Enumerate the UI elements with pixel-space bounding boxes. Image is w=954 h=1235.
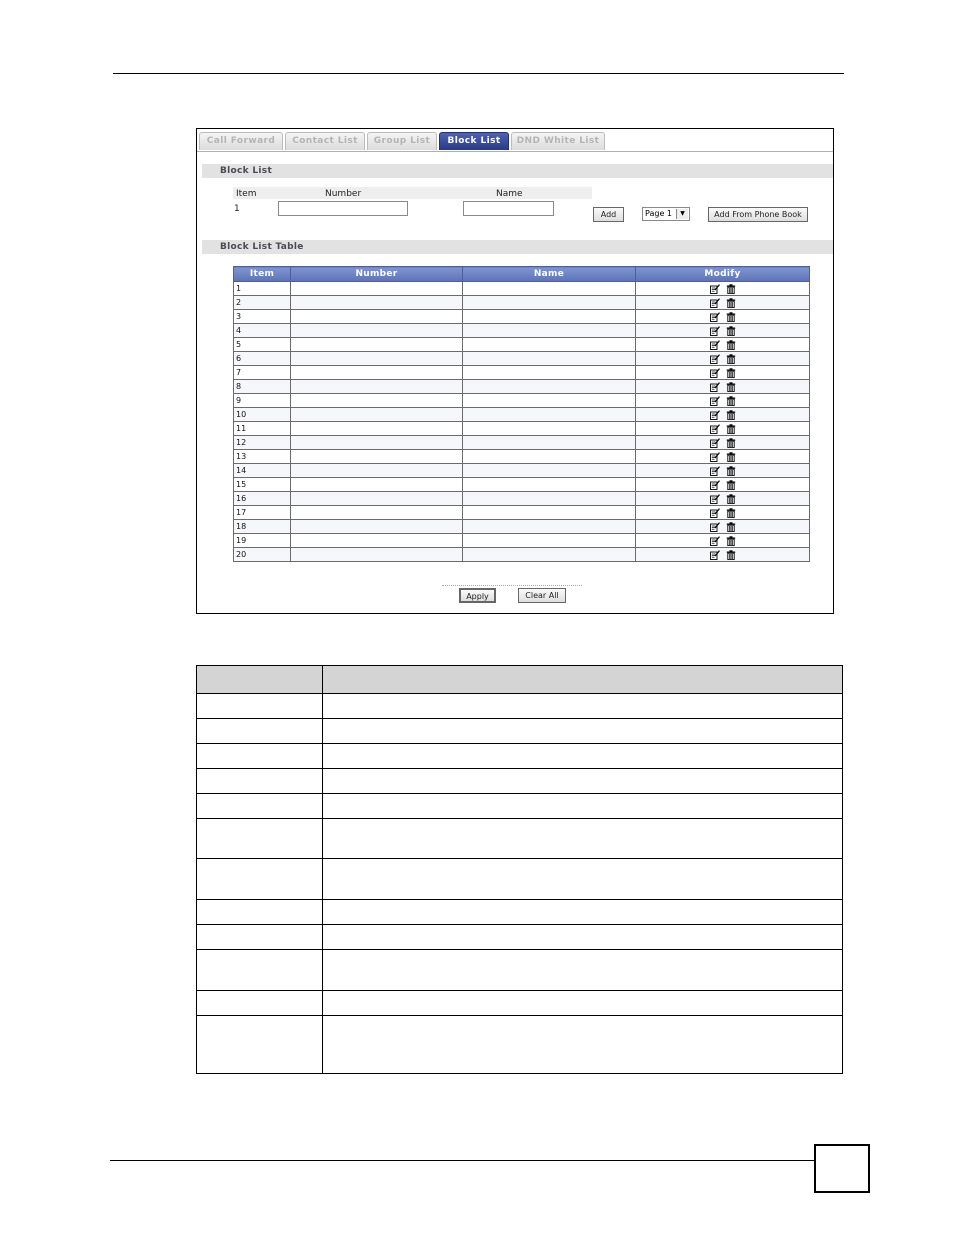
trash-icon[interactable] — [726, 284, 736, 294]
desc-cell — [197, 900, 323, 925]
row-item: 1 — [234, 282, 291, 296]
row-modify — [636, 394, 810, 408]
edit-icon[interactable] — [710, 466, 720, 476]
table-row — [234, 394, 810, 408]
trash-icon[interactable] — [726, 312, 736, 322]
trash-icon[interactable] — [726, 536, 736, 546]
trash-icon[interactable] — [726, 550, 736, 560]
chevron-down-icon: ▼ — [676, 209, 688, 219]
description-header-row — [197, 666, 843, 694]
row-item: 10 — [234, 408, 291, 422]
entry-col-item: Item — [236, 189, 257, 199]
row-number — [291, 310, 463, 324]
name-input[interactable] — [463, 201, 554, 216]
trash-icon[interactable] — [726, 354, 736, 364]
header-modify: Modify — [636, 267, 810, 282]
trash-icon[interactable] — [726, 298, 736, 308]
desc-cell — [197, 719, 323, 744]
table-row — [197, 744, 843, 769]
row-number — [291, 492, 463, 506]
desc-cell — [323, 694, 843, 719]
row-name — [463, 422, 636, 436]
row-number — [291, 450, 463, 464]
table-row — [234, 436, 810, 450]
row-modify — [636, 548, 810, 562]
row-modify — [636, 478, 810, 492]
row-number — [291, 422, 463, 436]
edit-icon[interactable] — [710, 410, 720, 420]
row-name — [463, 506, 636, 520]
row-name — [463, 394, 636, 408]
desc-cell — [323, 900, 843, 925]
row-item: 5 — [234, 338, 291, 352]
add-from-phone-book-button[interactable]: Add From Phone Book — [708, 207, 808, 222]
row-name — [463, 464, 636, 478]
table-row — [234, 478, 810, 492]
edit-icon[interactable] — [710, 494, 720, 504]
edit-icon[interactable] — [710, 522, 720, 532]
block-list-section-title: Block List — [202, 164, 833, 178]
desc-cell — [197, 819, 323, 859]
row-number — [291, 282, 463, 296]
edit-icon[interactable] — [710, 508, 720, 518]
table-row — [197, 991, 843, 1016]
block-list-table-section-title: Block List Table — [202, 240, 833, 254]
entry-header-strip — [233, 187, 592, 199]
table-row — [234, 464, 810, 478]
desc-cell — [197, 694, 323, 719]
tab-bar — [197, 129, 833, 152]
edit-icon[interactable] — [710, 284, 720, 294]
row-item: 14 — [234, 464, 291, 478]
row-name — [463, 310, 636, 324]
row-modify — [636, 492, 810, 506]
row-modify — [636, 324, 810, 338]
row-name — [463, 408, 636, 422]
row-item: 9 — [234, 394, 291, 408]
edit-icon[interactable] — [710, 536, 720, 546]
header-name: Name — [463, 267, 636, 282]
desc-cell — [197, 859, 323, 900]
number-input[interactable] — [278, 201, 408, 216]
desc-cell — [323, 744, 843, 769]
clear-all-button[interactable]: Clear All — [518, 588, 566, 603]
row-name — [463, 282, 636, 296]
desc-cell — [323, 991, 843, 1016]
table-row — [234, 366, 810, 380]
table-row — [234, 492, 810, 506]
table-row — [234, 450, 810, 464]
row-number — [291, 366, 463, 380]
row-modify — [636, 450, 810, 464]
table-row — [234, 380, 810, 394]
row-name — [463, 534, 636, 548]
row-item: 20 — [234, 548, 291, 562]
trash-icon[interactable] — [726, 396, 736, 406]
edit-icon[interactable] — [710, 326, 720, 336]
tab-block-list[interactable]: Block List — [439, 132, 509, 150]
row-name — [463, 520, 636, 534]
row-number — [291, 408, 463, 422]
row-name — [463, 492, 636, 506]
entry-col-number: Number — [325, 189, 362, 199]
row-modify — [636, 408, 810, 422]
tab-dnd-white-list[interactable]: DND White List — [511, 132, 605, 150]
desc-cell — [323, 769, 843, 794]
row-item: 2 — [234, 296, 291, 310]
row-modify — [636, 534, 810, 548]
row-name — [463, 380, 636, 394]
table-row — [234, 324, 810, 338]
trash-icon[interactable] — [726, 326, 736, 336]
row-item: 8 — [234, 380, 291, 394]
trash-icon[interactable] — [726, 508, 736, 518]
row-modify — [636, 296, 810, 310]
tab-contact-list[interactable]: Contact List — [285, 132, 365, 150]
table-row — [197, 950, 843, 991]
row-number — [291, 436, 463, 450]
table-row — [234, 408, 810, 422]
row-item: 4 — [234, 324, 291, 338]
trash-icon[interactable] — [726, 410, 736, 420]
edit-icon[interactable] — [710, 382, 720, 392]
table-row — [197, 859, 843, 900]
row-modify — [636, 422, 810, 436]
table-body — [234, 282, 810, 562]
desc-cell — [197, 950, 323, 991]
button-divider — [442, 585, 582, 586]
row-name — [463, 296, 636, 310]
page-select-value: Page 1 — [645, 209, 672, 218]
header-item: Item — [234, 267, 291, 282]
edit-icon[interactable] — [710, 368, 720, 378]
desc-cell — [323, 1016, 843, 1074]
table-row — [197, 794, 843, 819]
tab-group-list[interactable]: Group List — [367, 132, 437, 150]
description-table — [196, 665, 843, 1074]
row-modify — [636, 352, 810, 366]
desc-cell — [323, 819, 843, 859]
row-name — [463, 436, 636, 450]
row-item: 6 — [234, 352, 291, 366]
trash-icon[interactable] — [726, 340, 736, 350]
row-name — [463, 338, 636, 352]
row-name — [463, 366, 636, 380]
trash-icon[interactable] — [726, 466, 736, 476]
edit-icon[interactable] — [710, 424, 720, 434]
trash-icon[interactable] — [726, 494, 736, 504]
row-name — [463, 352, 636, 366]
row-item: 16 — [234, 492, 291, 506]
table-row — [234, 282, 810, 296]
row-modify — [636, 338, 810, 352]
row-number — [291, 352, 463, 366]
edit-icon[interactable] — [710, 438, 720, 448]
trash-icon[interactable] — [726, 438, 736, 448]
table-row — [234, 352, 810, 366]
row-number — [291, 296, 463, 310]
desc-cell — [323, 859, 843, 900]
edit-icon[interactable] — [710, 354, 720, 364]
row-name — [463, 324, 636, 338]
trash-icon[interactable] — [726, 480, 736, 490]
table-row — [197, 925, 843, 950]
row-modify — [636, 380, 810, 394]
row-modify — [636, 366, 810, 380]
table-row — [197, 694, 843, 719]
desc-cell — [197, 794, 323, 819]
edit-icon[interactable] — [710, 452, 720, 462]
row-modify — [636, 520, 810, 534]
row-number — [291, 548, 463, 562]
row-modify — [636, 310, 810, 324]
table-row — [197, 1016, 843, 1074]
entry-row-item: 1 — [234, 204, 240, 214]
row-item: 7 — [234, 366, 291, 380]
row-item: 15 — [234, 478, 291, 492]
edit-icon[interactable] — [710, 480, 720, 490]
block-list-screenshot — [196, 128, 834, 614]
row-item: 3 — [234, 310, 291, 324]
add-button[interactable]: Add — [593, 207, 624, 222]
page-select[interactable] — [642, 207, 690, 221]
footer-rule — [110, 1160, 815, 1161]
row-item: 17 — [234, 506, 291, 520]
row-number — [291, 478, 463, 492]
edit-icon[interactable] — [710, 550, 720, 560]
edit-icon[interactable] — [710, 312, 720, 322]
table-row — [197, 900, 843, 925]
row-number — [291, 534, 463, 548]
row-number — [291, 520, 463, 534]
row-number — [291, 506, 463, 520]
desc-cell — [197, 991, 323, 1016]
row-number — [291, 394, 463, 408]
row-item: 12 — [234, 436, 291, 450]
desc-cell — [197, 769, 323, 794]
row-modify — [636, 282, 810, 296]
row-modify — [636, 506, 810, 520]
trash-icon[interactable] — [726, 522, 736, 532]
row-number — [291, 338, 463, 352]
edit-icon[interactable] — [710, 298, 720, 308]
row-name — [463, 478, 636, 492]
row-number — [291, 464, 463, 478]
table-row — [234, 520, 810, 534]
desc-cell — [323, 794, 843, 819]
row-item: 13 — [234, 450, 291, 464]
row-name — [463, 450, 636, 464]
apply-button[interactable]: Apply — [459, 588, 496, 603]
table-row — [234, 338, 810, 352]
table-row — [234, 296, 810, 310]
row-modify — [636, 464, 810, 478]
block-list-table — [233, 266, 810, 562]
table-row — [234, 506, 810, 520]
table-row — [197, 819, 843, 859]
desc-cell — [197, 925, 323, 950]
desc-header-cell — [323, 666, 843, 694]
desc-cell — [323, 950, 843, 991]
desc-cell — [197, 744, 323, 769]
row-item: 11 — [234, 422, 291, 436]
desc-header-cell — [197, 666, 323, 694]
edit-icon[interactable] — [710, 396, 720, 406]
table-row — [197, 719, 843, 744]
tab-call-forward[interactable]: Call Forward — [199, 132, 283, 150]
header-rule — [113, 73, 844, 74]
trash-icon[interactable] — [726, 452, 736, 462]
trash-icon[interactable] — [726, 382, 736, 392]
row-item: 19 — [234, 534, 291, 548]
desc-cell — [323, 925, 843, 950]
trash-icon[interactable] — [726, 424, 736, 434]
table-row — [197, 769, 843, 794]
desc-cell — [323, 719, 843, 744]
header-number: Number — [291, 267, 463, 282]
trash-icon[interactable] — [726, 368, 736, 378]
row-item: 18 — [234, 520, 291, 534]
row-modify — [636, 436, 810, 450]
table-row — [234, 310, 810, 324]
table-row — [234, 548, 810, 562]
table-row — [234, 422, 810, 436]
table-row — [234, 534, 810, 548]
row-number — [291, 324, 463, 338]
table-header-row — [234, 267, 810, 282]
page-number-box — [814, 1144, 870, 1193]
edit-icon[interactable] — [710, 340, 720, 350]
entry-col-name: Name — [496, 189, 523, 199]
desc-cell — [197, 1016, 323, 1074]
row-number — [291, 380, 463, 394]
row-name — [463, 548, 636, 562]
